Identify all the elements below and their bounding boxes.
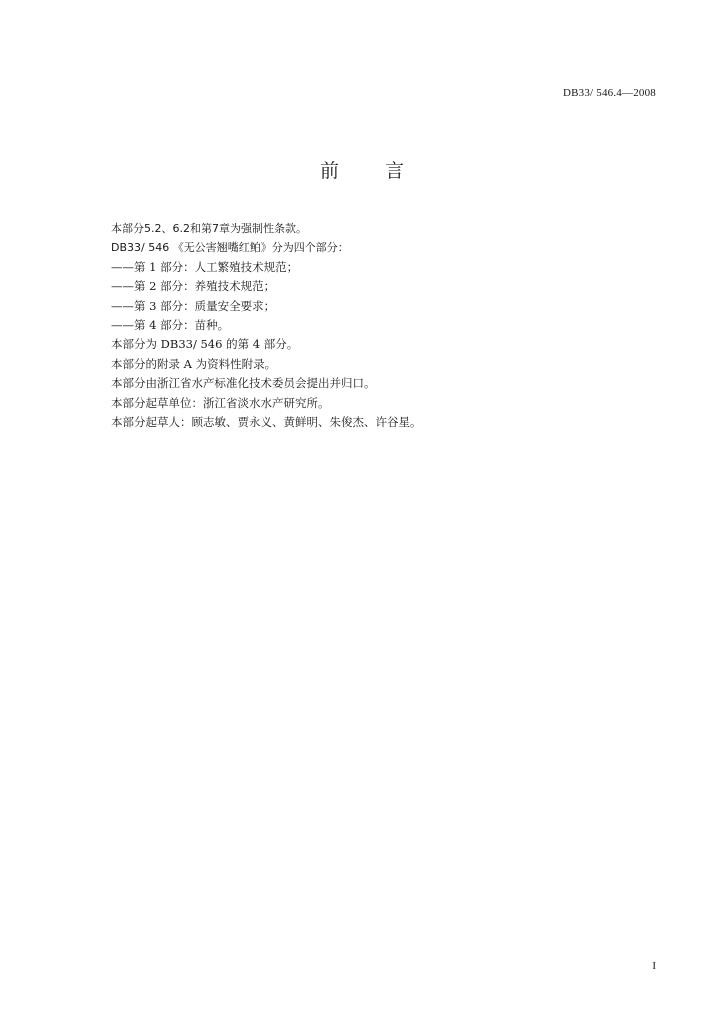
body-line-drafting-unit: 本部分起草单位：浙江省淡水水产研究所。 [111,395,330,410]
body-line-proposer: 本部分由浙江省水产标准化技术委员会提出并归口。 [111,376,376,391]
body-line-part-1: ——第 1 部分：人工繁殖技术规范； [111,259,299,274]
body-line-this-part: 本部分为 DB33/ 546 的第 4 部分。 [111,337,299,352]
page-number: I [652,960,656,972]
body-line-appendix: 本部分的附录 A 为资料性附录。 [111,356,277,371]
page-title: 前 言 [319,160,425,182]
body-line-drafters: 本部分起草人：顾志敏、贾永义、黄鲜明、朱俊杰、许谷星。 [111,415,422,430]
body-line-mandatory-clauses: 本部分5.2、6.2和第7章为强制性条款。 [111,222,307,235]
body-line-part-4: ——第 4 部分：苗种。 [111,318,230,333]
body-line-standard-parts-intro: DB33/ 546 《无公害翘嘴红鲌》分为四个部分： [111,241,349,255]
body-line-part-3: ——第 3 部分：质量安全要求； [111,298,276,313]
body-line-part-2: ——第 2 部分：养殖技术规范； [111,279,276,294]
foreword-body [111,219,651,432]
standard-code: DB33/ 546.4—2008 [562,87,656,99]
